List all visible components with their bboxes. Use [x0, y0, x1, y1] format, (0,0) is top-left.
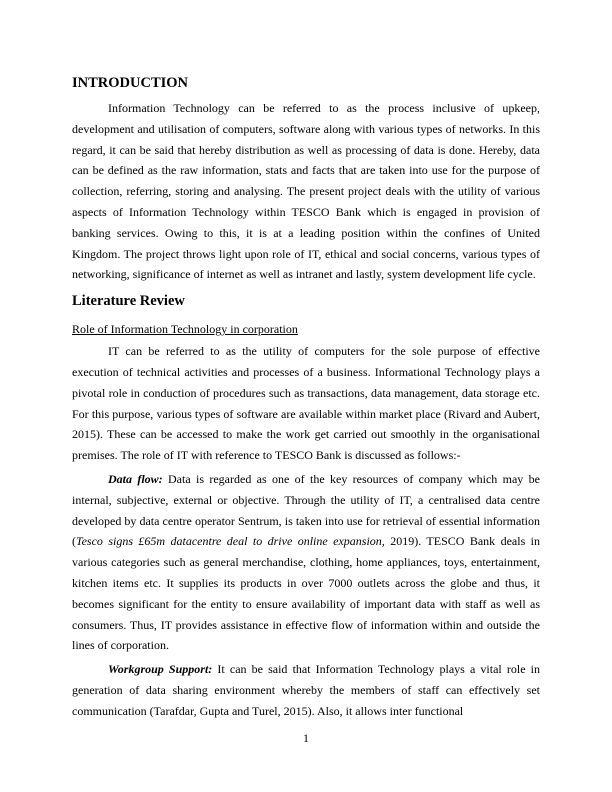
introduction-paragraph: Information Technology can be referred to as the process inclusive of upkeep, development and utilisation of computers, software along with various types of networks. In this regard, it can be said that hereby distribution as well as processing of data is done. Hereby, data can be defined as the raw information, stats and facts that are taken into use for the purpose of collection, referring, storing and analysing. The present project deals with the utility of various aspects of Information Technology within TESCO Bank which is engaged in provision of banking services. Owing to this, it is at a leading position within the confines of United Kingdom. The project throws light upon role of IT, ethical and social concerns, various types of networking, significance of internet as well as intranet and lastly, system development life cycle.	[72, 101, 540, 282]
workgroup-support-text: It can be said that Information Technology plays a vital role in generation of data sharing environment whereby the members of staff can effectively set communication (Tarafdar, Gupta and Turel, 2015). Also, it allows inter functional	[72, 662, 541, 718]
workgroup-support-lead: Workgroup Support:	[108, 662, 213, 677]
data-flow-text-continued: 2019). TESCO Bank deals in various categories such as general merchandise, clothing, home appliances, toys, entertainment, kitchen items etc. It supplies its products in over 7000 outlets across the globe and thus, it becomes significant for the entity to ensure availability of important data with staff as well as consumers. Thus, IT provides assistance in effective flow of information within and outside the lines of corporation.	[72, 534, 540, 653]
document-page	[72, 74, 540, 725]
page-number: 1	[303, 731, 309, 745]
data-flow-lead: Data flow:	[108, 471, 163, 486]
introduction-heading: INTRODUCTION	[72, 75, 189, 91]
role-of-it-subheading: Role of Information Technology in corporation	[72, 322, 298, 337]
data-flow-paragraph	[72, 469, 540, 656]
role-of-it-paragraph: IT can be referred to as the utility of computers for the sole purpose of effective execution of technical activities and processes of a business. Informational Technology plays a pivotal role in conduction of procedures such as transactions, data management, data storage etc. For this purpose, various types of software are available within market place (Rivard and Aubert, 2015). These can be accessed to make the work get carried out smoothly in the organisational premises. The role of IT with reference to TESCO Bank is discussed as follows:-	[72, 344, 540, 463]
literature-review-heading: Literature Review	[72, 293, 185, 310]
data-flow-text: Data is regarded as one of the key resources of company which may be internal, subjective, external or objective. Through the utility of IT, a centralised data centre developed by data centre operator Sentrum, is taken into use for retrieval of essential information (	[72, 471, 540, 549]
data-flow-citation: Tesco signs £65m datacentre deal to drive online expansion,	[76, 534, 385, 549]
workgroup-support-paragraph	[72, 659, 540, 721]
